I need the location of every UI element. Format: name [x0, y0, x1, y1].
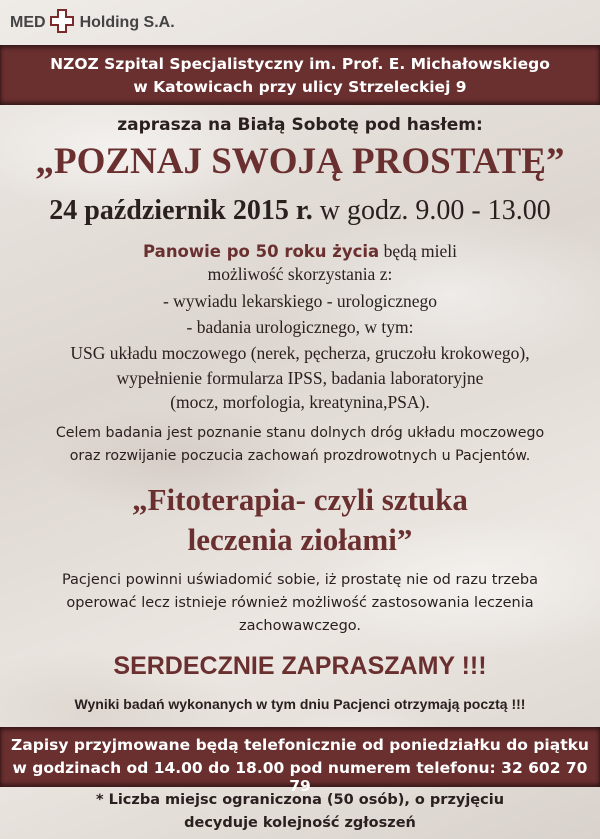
limit-note-2: decyduje kolejność zgłoszeń: [184, 815, 416, 831]
invitation-heading: SERDECZNIE ZAPRASZAMY !!!: [113, 652, 487, 680]
patients-line-3: zachowawczego.: [238, 618, 362, 634]
event-hours: w godz. 9.00 - 13.00: [312, 195, 551, 226]
phyto-heading-1: „Fitoterapia- czyli sztuka: [132, 482, 468, 517]
phyto-heading-2: leczenia ziołami”: [187, 522, 413, 557]
services-line: możliwość skorzystania z:: [207, 264, 393, 284]
patients-line-1: Pacjenci powinni uświadomić sobie, iż prostatę nie od razu trzeba: [61, 572, 539, 588]
registration-line-1: Zapisy przyjmowane będą telefonicznie od poniedziałku do piątku: [11, 736, 589, 754]
intro-text: zaprasza na Białą Sobotę pod hasłem:: [117, 115, 483, 135]
logo-text-left: MED: [10, 14, 46, 31]
limit-note-1: * Liczba miejsc ograniczona (50 osób), o przyjęciu: [95, 792, 505, 808]
header-band: [0, 45, 600, 105]
services-line: (mocz, morfologia, kreatynina,PSA).: [170, 392, 430, 412]
results-notice: Wyniki badań wykonanych w tym dniu Pacjenci otrzymają pocztą !!!: [74, 696, 526, 712]
hospital-address: w Katowicach przy ulicy Strzeleckiej 9: [133, 78, 467, 96]
registration-band: [0, 727, 600, 795]
audience-rest: będą mieli: [379, 241, 457, 261]
patients-line-2: operować lecz istnieje również możliwość zastosowania leczenia: [66, 595, 534, 611]
medical-cross-icon: [50, 9, 74, 38]
services-line: USG układu moczowego (nerek, pęcherza, gruczołu krokowego),: [70, 343, 530, 363]
audience-highlight: Panowie po 50 roku życia: [143, 242, 380, 261]
event-date-bold: 24 październik 2015 r.: [49, 195, 313, 226]
goal-line-1: Celem badania jest poznanie stanu dolnych dróg układu moczowego: [55, 425, 545, 441]
hospital-name: NZOZ Szpital Specjalistyczny im. Prof. E. Michałowskiego: [50, 55, 550, 73]
med-holding-logo: [10, 10, 175, 36]
services-line: wypełnienie formularza IPSS, badania laboratoryjne: [116, 368, 484, 388]
event-slogan: „POZNAJ SWOJĄ PROSTATĘ”: [35, 141, 565, 182]
services-line: - badania urologicznego, w tym:: [186, 317, 414, 337]
registration-line-2: w godzinach od 14.00 do 18.00 pod numerem telefonu: 32 602 70 79: [12, 759, 588, 795]
services-audience: [0, 241, 600, 262]
event-date: [0, 195, 600, 227]
services-line: - wywiadu lekarskiego - urologicznego: [162, 291, 438, 311]
logo-text-right: Holding S.A.: [79, 14, 175, 31]
goal-line-2: oraz rozwijanie poczucia zachowań prozdrowotnych u Pacjentów.: [69, 448, 531, 464]
